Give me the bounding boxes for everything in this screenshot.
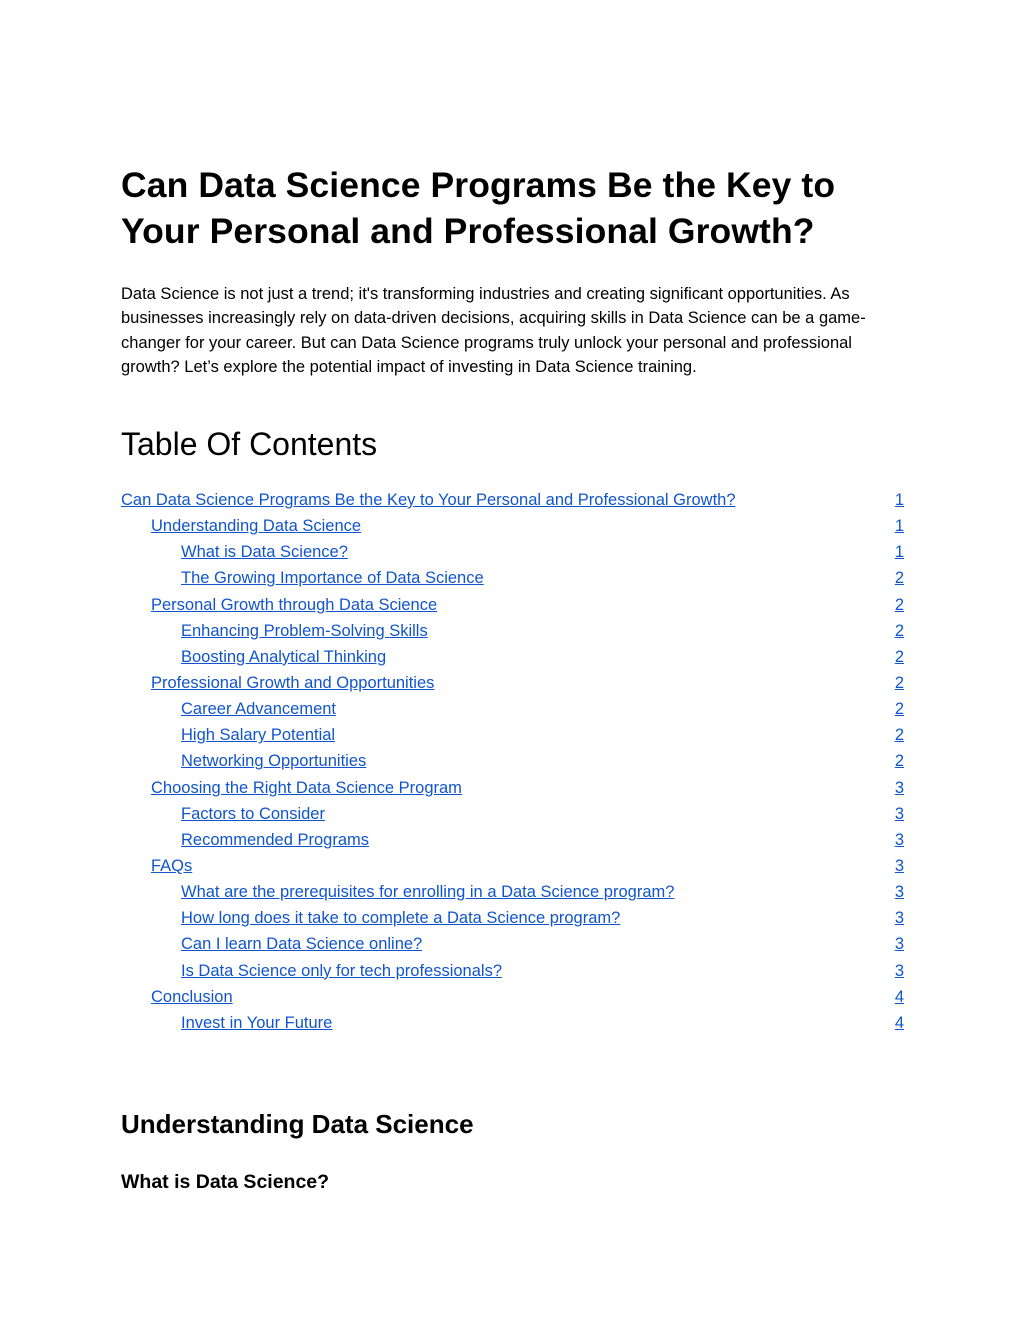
- toc-link-text: Recommended Programs: [181, 830, 369, 849]
- table-of-contents: [121, 487, 904, 1036]
- toc-link[interactable]: [181, 722, 904, 748]
- toc-page-number: 3: [894, 804, 904, 823]
- toc-link[interactable]: [151, 592, 904, 618]
- toc-page-number: 3: [894, 909, 904, 928]
- toc-link-text: Choosing the Right Data Science Program: [151, 778, 462, 797]
- toc-link[interactable]: [181, 539, 904, 565]
- toc-page-number: 2: [894, 673, 904, 692]
- toc-link[interactable]: [151, 775, 904, 801]
- toc-link[interactable]: [181, 644, 904, 670]
- toc-link-text: Factors to Consider: [181, 804, 325, 823]
- toc-page-number: 4: [894, 987, 904, 1006]
- section-heading: Understanding Data Science: [121, 1109, 474, 1139]
- toc-link-text: High Salary Potential: [181, 726, 336, 745]
- toc-link-text: How long does it take to complete a Data Science program?: [181, 909, 621, 928]
- toc-link-text: What is Data Science?: [181, 543, 348, 562]
- toc-link-text: Invest in Your Future: [181, 1013, 333, 1032]
- toc-link[interactable]: [181, 801, 904, 827]
- toc-link-text: Conclusion: [151, 987, 233, 1006]
- toc-link[interactable]: [181, 905, 904, 931]
- document-title: Can Data Science Programs Be the Key to Your Personal and Professional Growth?: [121, 165, 836, 251]
- toc-link-text: Professional Growth and Opportunities: [151, 673, 435, 692]
- toc-link-text: Can I learn Data Science online?: [181, 935, 423, 954]
- toc-link[interactable]: [181, 827, 904, 853]
- toc-page-number: 3: [894, 883, 904, 902]
- toc-link-text: The Growing Importance of Data Science: [181, 569, 484, 588]
- toc-page-number: 4: [894, 1013, 904, 1032]
- intro-paragraph: Data Science is not just a trend; it's transforming industries and creating significant opportunities. As businesses increasingly rely on data-driven decisions, acquiring skills in Data Science can be a game-changer for your career. But can Data Science programs truly unlock your personal and professional growth? Let’s explore the potential impact of investing in Data Science training.: [121, 285, 866, 377]
- toc-link-text: Personal Growth through Data Science: [151, 595, 438, 614]
- toc-page-number: 1: [894, 517, 904, 536]
- toc-link-text: Networking Opportunities: [181, 752, 367, 771]
- toc-page-number: 1: [894, 491, 904, 509]
- toc-link[interactable]: [181, 618, 904, 644]
- toc-page-number: 2: [894, 726, 904, 745]
- toc-heading: Table Of Contents: [121, 426, 378, 462]
- toc-link[interactable]: [151, 984, 904, 1010]
- toc-link-text: FAQs: [151, 856, 193, 875]
- toc-link[interactable]: [181, 748, 904, 774]
- toc-page-number: 2: [894, 647, 904, 666]
- toc-link[interactable]: [151, 513, 904, 539]
- toc-link[interactable]: [151, 853, 904, 879]
- toc-link[interactable]: [121, 487, 904, 513]
- toc-link-text: Enhancing Problem-Solving Skills: [181, 621, 428, 640]
- toc-link[interactable]: [181, 565, 904, 591]
- toc-link-text: Can Data Science Programs Be the Key to Your Personal and Professional Growth?: [121, 491, 736, 509]
- toc-page-number: 2: [894, 700, 904, 719]
- toc-page-number: 2: [894, 621, 904, 640]
- subsection-heading: What is Data Science?: [121, 1171, 330, 1193]
- toc-link-text: Boosting Analytical Thinking: [181, 647, 387, 666]
- toc-page-number: 2: [894, 752, 904, 771]
- toc-page-number: 3: [894, 830, 904, 849]
- toc-page-number: 3: [894, 961, 904, 980]
- toc-page-number: 1: [894, 543, 904, 562]
- toc-page-number: 3: [894, 856, 904, 875]
- toc-link-text: Career Advancement: [181, 700, 337, 719]
- toc-page-number: 3: [894, 935, 904, 954]
- toc-link[interactable]: [181, 958, 904, 984]
- toc-link-text: Understanding Data Science: [151, 517, 362, 536]
- toc-link-text: What are the prerequisites for enrolling in a Data Science program?: [181, 883, 675, 902]
- toc-link[interactable]: [181, 696, 904, 722]
- toc-link[interactable]: [181, 931, 904, 957]
- toc-link-text: Is Data Science only for tech professionals?: [181, 961, 503, 980]
- toc-page-number: 2: [894, 595, 904, 614]
- toc-link[interactable]: [181, 1010, 904, 1036]
- toc-page-number: 2: [894, 569, 904, 588]
- toc-page-number: 3: [894, 778, 904, 797]
- toc-link[interactable]: [181, 879, 904, 905]
- toc-link[interactable]: [151, 670, 904, 696]
